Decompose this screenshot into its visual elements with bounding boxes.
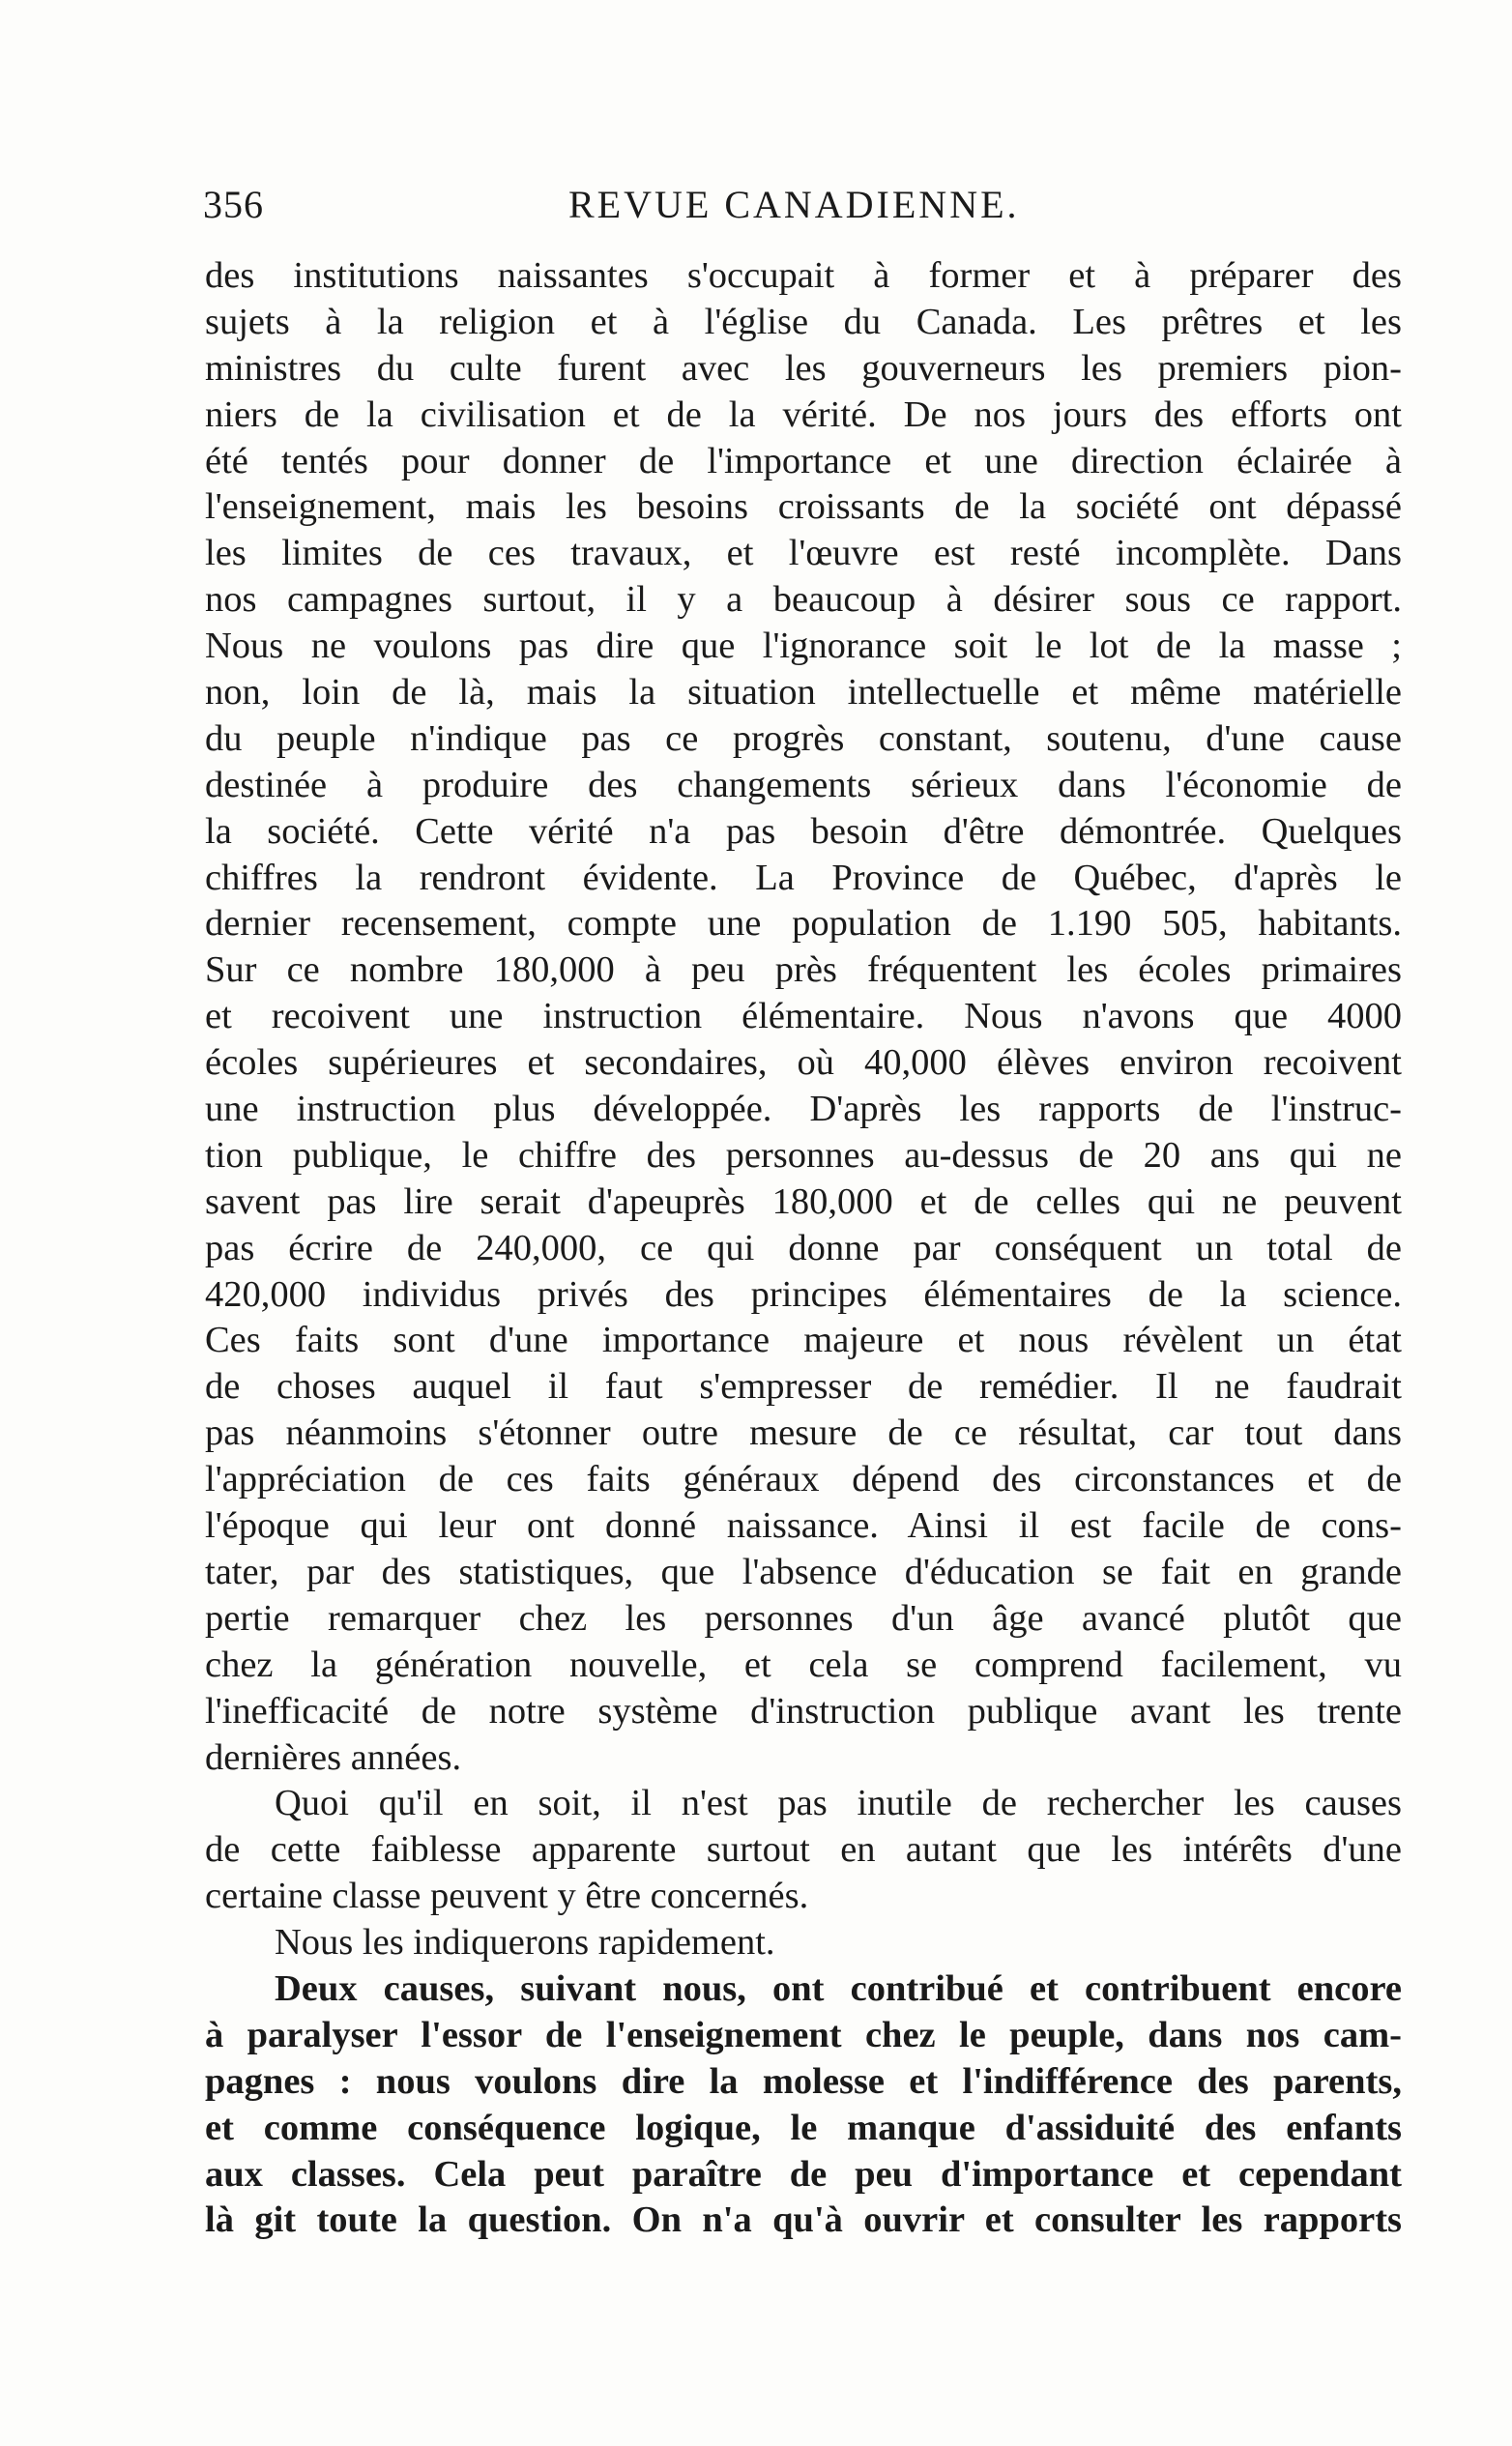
text-line: ministres du culte furent avec les gouverneurs les premiers pion- bbox=[205, 347, 1402, 389]
text-line: l'époque qui leur ont donné naissance. Ainsi il est facile de cons- bbox=[205, 1505, 1402, 1547]
text-line: pertie remarquer chez les personnes d'un âge avancé plutôt que bbox=[205, 1597, 1402, 1639]
text-line: et recoivent une instruction élémentaire. Nous n'avons que 4000 bbox=[205, 996, 1402, 1037]
text-line: et comme conséquence logique, le manque d'assiduité des enfants bbox=[205, 2107, 1402, 2148]
text-line: des institutions naissantes s'occupait à former et à préparer des bbox=[205, 255, 1402, 296]
text-line: chez la génération nouvelle, et cela se comprend facilement, vu bbox=[205, 1644, 1402, 1685]
text-line: tater, par des statistiques, que l'absence d'éducation se fait en grande bbox=[205, 1551, 1402, 1592]
text-line: pas écrire de 240,000, ce qui donne par conséquent un total de bbox=[205, 1227, 1402, 1268]
text-line: non, loin de là, mais la situation intellectuelle et même matérielle bbox=[205, 672, 1402, 713]
text-line: 420,000 individus privés des principes élémentaires de la science. bbox=[205, 1273, 1402, 1315]
text-line: du peuple n'indique pas ce progrès constant, soutenu, d'une cause bbox=[205, 717, 1402, 759]
body-text bbox=[205, 253, 1402, 2244]
text-line: nos campagnes surtout, il y a beaucoup à désirer sous ce rapport. bbox=[205, 579, 1402, 621]
text-line: chiffres la rendront évidente. La Province de Québec, d'après le bbox=[205, 857, 1402, 898]
text-line: les limites de ces travaux, et l'œuvre est resté incomplète. Dans bbox=[205, 533, 1402, 574]
text-line: l'appréciation de ces faits généraux dépend des circonstances et de bbox=[205, 1459, 1402, 1500]
page-number: 356 bbox=[203, 183, 264, 226]
text-line: sujets à la religion et à l'église du Canada. Les prêtres et les bbox=[205, 301, 1402, 342]
text-line: de cette faiblesse apparente surtout en autant que les intérêts d'une bbox=[205, 1829, 1402, 1871]
text-line: niers de la civilisation et de la vérité. De nos jours des efforts ont bbox=[205, 393, 1402, 435]
text-line: Nous les indiquerons rapidement. bbox=[275, 1922, 775, 1964]
text-line: dernières années. bbox=[205, 1736, 462, 1778]
text-line: Ces faits sont d'une importance majeure et nous révèlent un état bbox=[205, 1320, 1402, 1361]
text-line: pas néanmoins s'étonner outre mesure de ce résultat, car tout dans bbox=[205, 1412, 1402, 1454]
text-line: Nous ne voulons pas dire que l'ignorance soit le lot de la masse ; bbox=[205, 626, 1402, 667]
journal-title: REVUE CANADIENNE. bbox=[568, 183, 1020, 226]
text-line: pagnes : nous voulons dire la molesse et l'indifférence des parents, bbox=[205, 2060, 1402, 2102]
text-line: aux classes. Cela peut paraître de peu d'importance et cependant bbox=[205, 2153, 1402, 2195]
text-line: dernier recensement, compte une population de 1.190 505, habitants. bbox=[205, 903, 1402, 945]
text-line: Sur ce nombre 180,000 à peu près fréquentent les écoles primaires bbox=[205, 949, 1402, 991]
text-line: tion publique, le chiffre des personnes au-dessus de 20 ans qui ne bbox=[205, 1134, 1402, 1176]
text-line: écoles supérieures et secondaires, où 40,000 élèves environ recoivent bbox=[205, 1042, 1402, 1084]
text-line: l'inefficacité de notre système d'instruction publique avant les trente bbox=[205, 1690, 1402, 1732]
text-line: été tentés pour donner de l'importance et une direction éclairée à bbox=[205, 440, 1402, 481]
text-line: destinée à produire des changements sérieux dans l'économie de bbox=[205, 764, 1402, 805]
text-line: savent pas lire serait d'apeuprès 180,000 et de celles qui ne peuvent bbox=[205, 1180, 1402, 1222]
text-line: certaine classe peuvent y être concernés. bbox=[205, 1876, 809, 1917]
text-line: Deux causes, suivant nous, ont contribué et contribuent encore bbox=[275, 1967, 1402, 2009]
text-line: de choses auquel il faut s'empresser de remédier. Il ne faudrait bbox=[205, 1366, 1402, 1408]
text-line: une instruction plus développée. D'après les rapports de l'instruc- bbox=[205, 1089, 1402, 1130]
text-line: l'enseignement, mais les besoins croissants de la société ont dépassé bbox=[205, 486, 1402, 528]
text-line: Quoi qu'il en soit, il n'est pas inutile de rechercher les causes bbox=[275, 1783, 1402, 1824]
text-line: là git toute la question. On n'a qu'à ouvrir et consulter les rapports bbox=[205, 2199, 1402, 2241]
text-line: la société. Cette vérité n'a pas besoin d'être démontrée. Quelques bbox=[205, 810, 1402, 852]
running-head bbox=[203, 180, 1402, 238]
text-line: à paralyser l'essor de l'enseignement chez le peuple, dans nos cam- bbox=[205, 2014, 1402, 2055]
